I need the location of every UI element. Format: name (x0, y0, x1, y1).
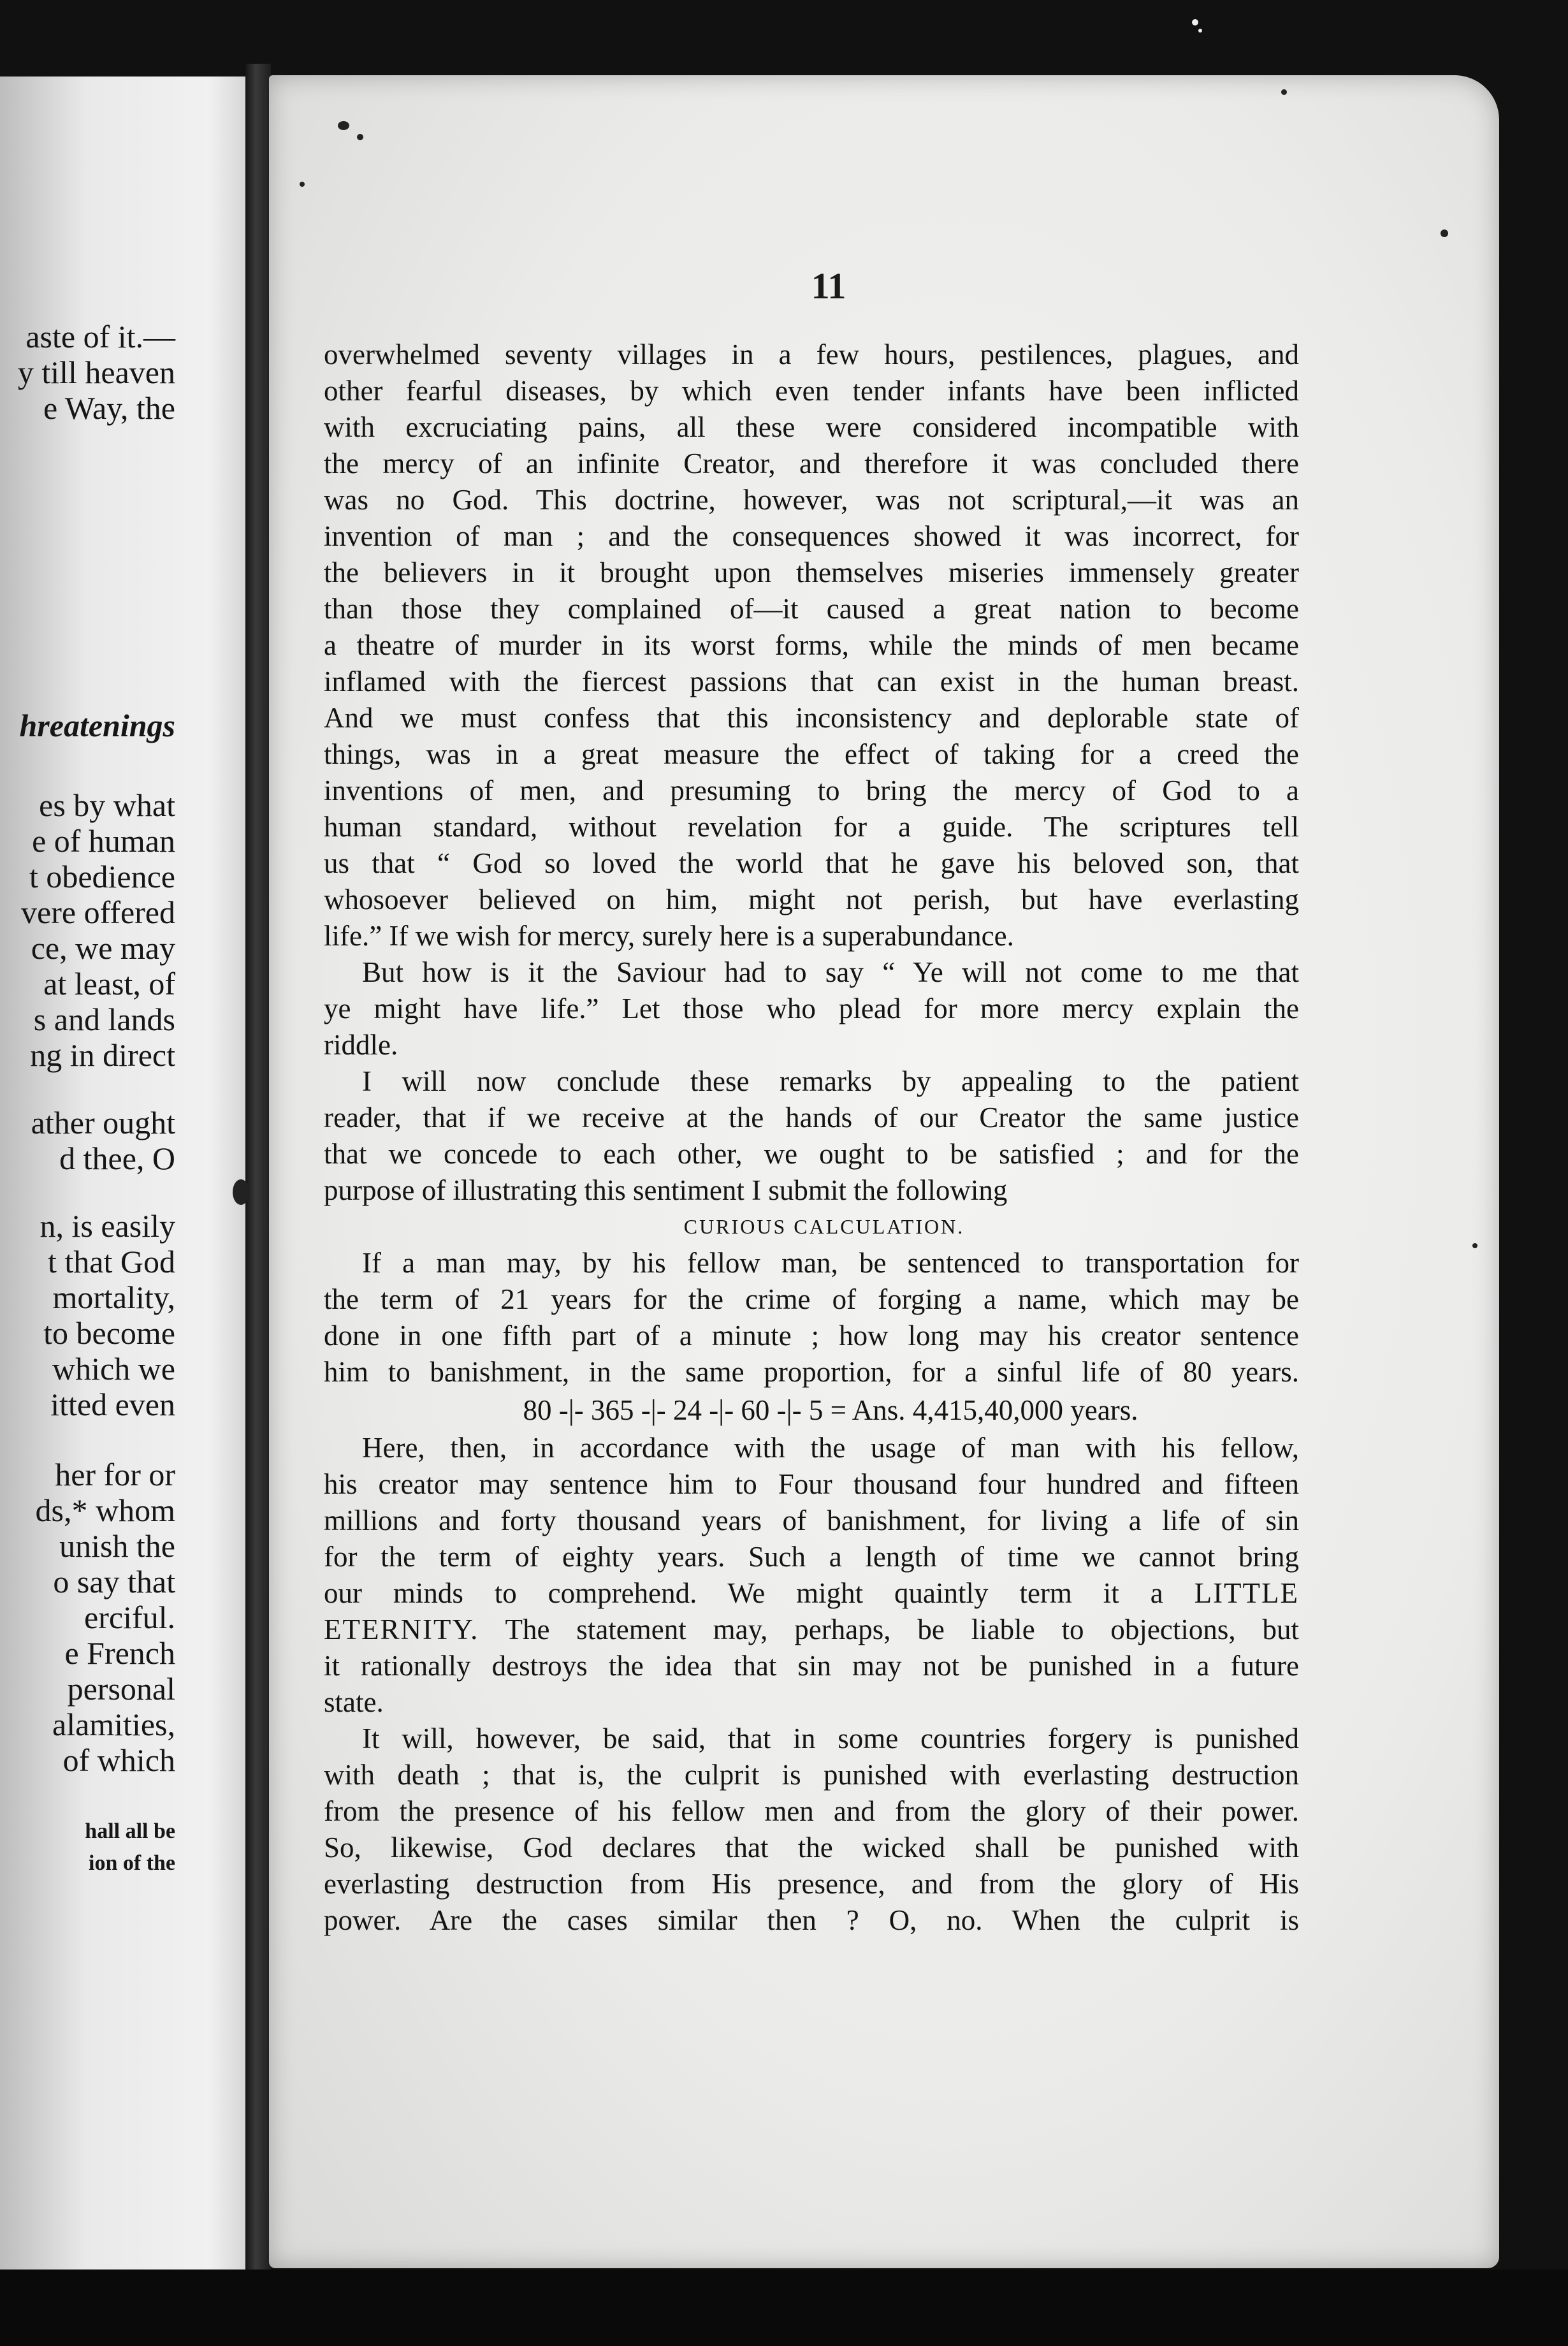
text-line: human standard, without revelation for a guide. The scriptures tell (324, 811, 1299, 843)
left-page-line: e French (64, 1635, 175, 1671)
left-page-line: to become (43, 1315, 175, 1351)
text-line: his creator may sentence him to Four thousand four hundred and fifteen (324, 1468, 1299, 1500)
left-page-line: ather ought (31, 1105, 175, 1140)
text-line: with death ; that is, the culprit is punished with everlasting destruction (324, 1759, 1299, 1791)
text-line: the term of 21 years for the crime of forging a name, which may be (324, 1283, 1299, 1315)
text-line: inventions of men, and presuming to bring the mercy of God to a (324, 775, 1299, 806)
left-page-line: ds,* whom (35, 1492, 175, 1528)
left-page-line: hreatenings (19, 708, 175, 743)
text-line: him to banishment, in the same proportion, for a sinful life of 80 years. (324, 1356, 1299, 1388)
text-line: I will now conclude these remarks by appealing to the patient (362, 1065, 1299, 1097)
text-line: it rationally destroys the idea that sin may not be punished in a future (324, 1650, 1299, 1682)
text-line: power. Are the cases similar then ? O, no. When the culprit is (324, 1904, 1299, 1936)
text-line-part: our minds to comprehend. We might quaintly term it a (324, 1577, 1163, 1609)
left-page-line: t obedience (29, 859, 175, 894)
text-line-part: The statement may, perhaps, be liable to objections, but (505, 1614, 1299, 1645)
left-page-footnote: hall all be (85, 1819, 175, 1843)
dust-speck (1472, 1243, 1477, 1248)
left-page-line: o say that (53, 1564, 175, 1599)
left-page-line: ce, we may (31, 930, 175, 966)
text-line: from the presence of his fellow men and from the glory of their power. (324, 1795, 1299, 1827)
left-page-line: vere offered (21, 894, 175, 930)
left-page-line: d thee, O (59, 1140, 175, 1176)
text-line: Here, then, in accordance with the usage of man with his fellow, (362, 1432, 1299, 1464)
text-line: was no God. This doctrine, however, was not scriptural,—it was an (324, 484, 1299, 516)
book-gutter (245, 64, 271, 2320)
text-line: us that “ God so loved the world that he gave his beloved son, that (324, 847, 1299, 879)
left-page-line: mortality, (52, 1279, 175, 1315)
dust-speck (338, 121, 349, 130)
left-page-line: of which (62, 1742, 175, 1778)
text-line: for the term of eighty years. Such a length of time we cannot bring (324, 1541, 1299, 1573)
previous-page-fragment (0, 76, 245, 2282)
eternity-label: ETERNITY. (324, 1614, 479, 1645)
page-body (324, 337, 1299, 1939)
dust-speck (1281, 89, 1287, 95)
left-page-line: her for or (55, 1457, 175, 1492)
calculation-formula: 80 -|- 365 -|- 24 -|- 60 -|- 5 = Ans. 4,415,40,000 years. (523, 1394, 1138, 1426)
dust-speck (1192, 19, 1198, 26)
dust-speck (300, 182, 305, 187)
text-line: ye might have life.” Let those who plead for more mercy explain the (324, 993, 1299, 1024)
text-line: If a man may, by his fellow man, be sentenced to transportation for (362, 1247, 1299, 1279)
text-line: other fearful diseases, by which even tender infants have been inflicted (324, 375, 1299, 407)
text-line: invention of man ; and the consequences showed it was incorrect, for (324, 520, 1299, 552)
left-page-line: es by what (39, 787, 175, 823)
text-line: life.” If we wish for mercy, surely here is a superabundance. (324, 920, 1014, 952)
text-line: done in one fifth part of a minute ; how long may his creator sentence (324, 1320, 1299, 1352)
text-line: than those they complained of—it caused a great nation to become (324, 593, 1299, 625)
dust-speck (233, 1179, 249, 1205)
text-line (324, 1612, 1299, 1648)
section-heading: CURIOUS CALCULATION. (683, 1215, 965, 1238)
text-line: whosoever believed on him, might not perish, but have everlasting (324, 884, 1299, 915)
text-line (324, 1575, 1299, 1612)
left-page-line: e Way, the (43, 390, 175, 426)
left-page-line: itted even (50, 1387, 175, 1422)
left-page-line: ng in direct (30, 1037, 175, 1073)
left-page-line: y till heaven (17, 354, 175, 390)
left-page-line: personal (67, 1671, 175, 1707)
page-fold (263, 89, 266, 2193)
left-page-line: s and lands (33, 1002, 175, 1037)
left-page-footnote: ion of the (89, 1851, 175, 1875)
text-line: reader, that if we receive at the hands of our Creator the same justice (324, 1102, 1299, 1133)
text-line: overwhelmed seventy villages in a few hours, pestilences, plagues, and (324, 339, 1299, 370)
text-line: It will, however, be said, that in some countries forgery is punished (362, 1723, 1299, 1754)
text-line: So, likewise, God declares that the wicked shall be punished with (324, 1832, 1299, 1863)
scan-border-bottom (0, 2270, 1568, 2346)
text-line: with excruciating pains, all these were considered incompatible with (324, 411, 1299, 443)
left-page-line: aste of it.— (25, 319, 175, 354)
little-eternity-label: LITTLE (1194, 1577, 1299, 1609)
left-page-line: unish the (59, 1528, 175, 1564)
text-line: things, was in a great measure the effect of taking for a creed the (324, 738, 1299, 770)
text-line: the believers in it brought upon themselves miseries immensely greater (324, 557, 1299, 588)
text-line: riddle. (324, 1029, 398, 1061)
text-line: everlasting destruction from His presence, and from the glory of His (324, 1868, 1299, 1900)
left-page-line: alamities, (52, 1707, 175, 1742)
text-line: state. (324, 1686, 384, 1718)
text-line: the mercy of an infinite Creator, and therefore it was concluded there (324, 448, 1299, 479)
text-line: inflamed with the fiercest passions that can exist in the human breast. (324, 666, 1299, 697)
left-page-line: t that God (48, 1244, 175, 1279)
left-page-line: which we (52, 1351, 175, 1387)
text-line: purpose of illustrating this sentiment I submit the following (324, 1174, 1008, 1206)
left-page-line: n, is easily (40, 1208, 175, 1244)
text-line: millions and forty thousand years of banishment, for living a life of sin (324, 1504, 1299, 1536)
dust-speck (357, 134, 363, 140)
text-line: a theatre of murder in its worst forms, while the minds of men became (324, 629, 1299, 661)
dust-speck (1198, 29, 1202, 33)
left-page-line: e of human (32, 823, 175, 859)
text-line: But how is it the Saviour had to say “ Ye will not come to me that (362, 956, 1299, 988)
dust-speck (1441, 229, 1448, 237)
text-line: And we must confess that this inconsistency and deplorable state of (324, 702, 1299, 734)
text-line: that we concede to each other, we ought to be satisfied ; and for the (324, 1138, 1299, 1170)
left-page-line: erciful. (84, 1599, 175, 1635)
page-number: 11 (811, 265, 846, 307)
left-page-line: at least, of (43, 966, 175, 1002)
